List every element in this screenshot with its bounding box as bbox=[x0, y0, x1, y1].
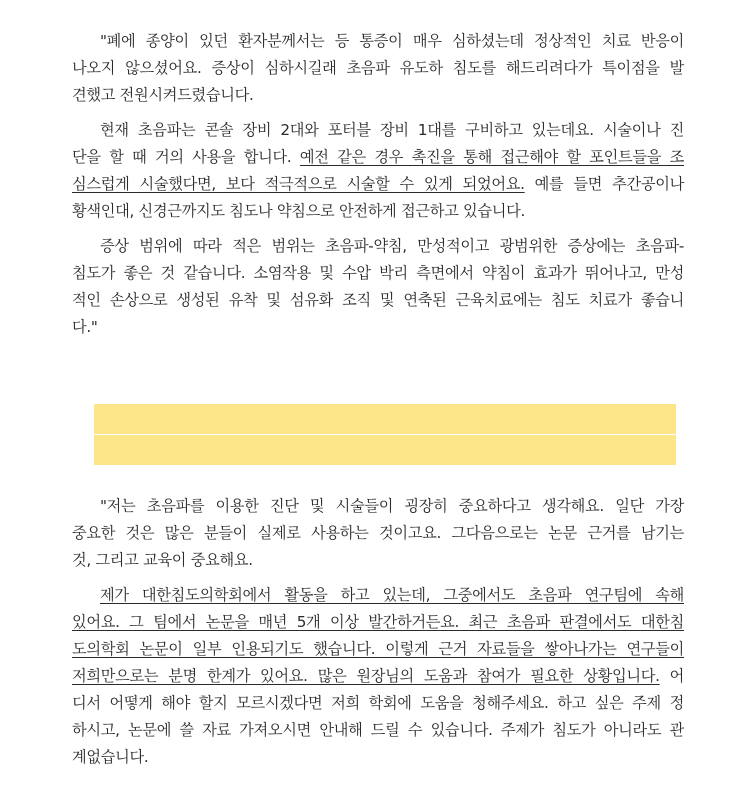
paragraph-1-line-1: "폐에 종양이 있던 환자분께서는 등 통증이 매우 심하셨는데 정상적인 치료 반응이 bbox=[100, 32, 684, 50]
paragraph-2-line-3 bbox=[72, 174, 684, 194]
paragraph-2-line-3-plain: 예를 들면 추간공이나 bbox=[524, 175, 684, 193]
paragraph-5-underlined-text-end: 저희만으로는 분명 한계가 있어요. 많은 원장님의 도움과 참여가 필요한 상황입니다. bbox=[72, 667, 660, 685]
paragraph-1-line-2: 나오지 않으셨어요. 증상이 심하시길래 초음파 유도하 침도를 해드리려다가 특이점을 발 bbox=[72, 59, 684, 77]
paragraph-5-line-6: 하시고, 논문에 쓸 자료 가져오시면 안내해 드릴 수 있습니다. 주제가 침도가 아니라도 관 bbox=[72, 721, 684, 739]
paragraph-2-underlined-text-end: 심스럽게 시술했다면, 보다 적극적으로 시술할 수 있게 되었어요. bbox=[72, 175, 525, 193]
question-highlight-2 bbox=[94, 435, 676, 465]
paragraph-5-line-2: 있어요. 그 팀에서 논문을 매년 5개 이상 발간하거든요. 최근 초음파 판결에서도 대한침 bbox=[72, 613, 684, 631]
paragraph-2-line-2-plain: 단을 할 때 거의 사용을 합니다. bbox=[72, 148, 300, 166]
paragraph-5-line-3: 도의학회 논문이 일부 인용되기도 했습니다. 이렇게 근거 자료들을 쌓아나가는 연구들이 bbox=[72, 640, 684, 658]
paragraph-3-line-1: 증상 범위에 따라 적은 범위는 초음파-약침, 만성적이고 광범위한 증상에는 초음파- bbox=[100, 237, 684, 255]
paragraph-1-line-3: 견했고 전원시켜드렸습니다. bbox=[72, 86, 254, 104]
paragraph-2-line-1: 현재 초음파는 콘솔 장비 2대와 포터블 장비 1대를 구비하고 있는데요. 시술이나 진 bbox=[100, 121, 684, 139]
paragraph-4-line-2: 중요한 것은 많은 분들이 실제로 사용하는 것이고요. 그다음으로는 논문 근거를 남기는 bbox=[72, 524, 684, 542]
paragraph-5-line-7: 계없습니다. bbox=[72, 748, 149, 766]
paragraph-2-underlined-text-start: 예전 같은 경우 촉진을 통해 접근해야 할 포인트들을 조 bbox=[299, 148, 684, 166]
question-highlight-1 bbox=[94, 404, 676, 434]
paragraph-3-line-2: 침도가 좋은 것 같습니다. 소염작용 및 수압 박리 측면에서 약침이 효과가 뛰어나고, 만성 bbox=[72, 264, 684, 282]
paragraph-3-line-4: 다." bbox=[72, 318, 98, 336]
paragraph-4-line-3: 것, 그리고 교육이 중요해요. bbox=[72, 551, 253, 569]
paragraph-2-line-2 bbox=[72, 147, 684, 167]
paragraph-4-line-1: "저는 초음파를 이용한 진단 및 시술들이 굉장히 중요하다고 생각해요. 일단 가장 bbox=[100, 497, 684, 515]
paragraph-5-line-5: 디서 어떻게 해야 할지 모르시겠다면 저희 학회에 도움을 청해주세요. 하고 싶은 주제 정 bbox=[72, 694, 684, 712]
paragraph-5-line-4-plain: 어 bbox=[659, 667, 684, 685]
paragraph-5-line-4 bbox=[72, 666, 684, 686]
paragraph-2-line-4: 황색인대, 신경근까지도 침도나 약침으로 안전하게 접근하고 있습니다. bbox=[72, 202, 525, 220]
paragraph-3-line-3: 적인 손상으로 생성된 유착 및 섬유화 조직 및 연축된 근육치료에는 침도 치료가 좋습니 bbox=[72, 291, 684, 309]
paragraph-5-line-1: 제가 대한침도의학회에서 활동을 하고 있는데, 그중에서도 초음파 연구팀에 속해 bbox=[100, 586, 684, 604]
